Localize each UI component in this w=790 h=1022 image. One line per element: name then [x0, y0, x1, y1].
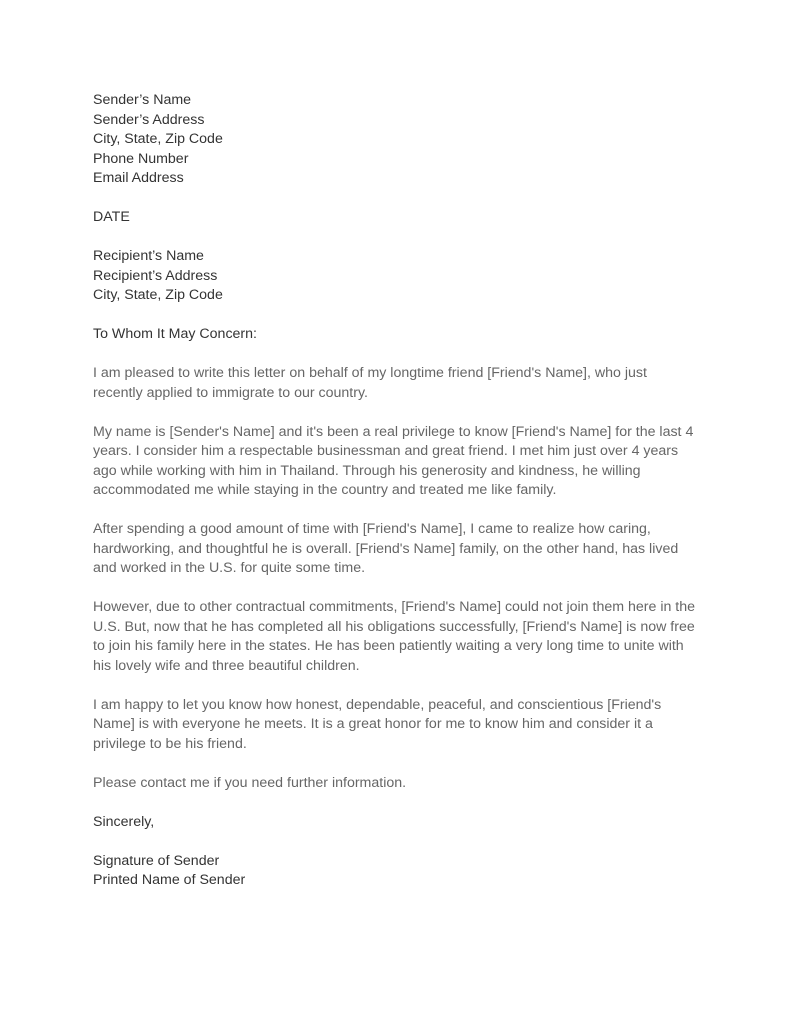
letter-body: [93, 364, 733, 793]
sender-city-state-zip: City, State, Zip Code: [93, 131, 223, 147]
paragraph-line: After spending a good amount of time with [Friend's Name], I came to realize how caring,: [93, 521, 651, 537]
sender-email: Email Address: [93, 170, 184, 186]
paragraph-line: U.S. But, now that he has completed all his obligations successfully, [Friend's Name] is now free: [93, 618, 695, 635]
body-paragraph-1: [93, 364, 733, 403]
paragraph-line: recently applied to immigrate to our country.: [93, 384, 368, 401]
sender-phone: Phone Number: [93, 150, 189, 167]
paragraph-line: years. I consider him a respectable businessman and great friend. I met him just over 4 years: [93, 443, 679, 459]
sender-block: [93, 91, 733, 189]
paragraph-line: and worked in the U.S. for quite some time.: [93, 560, 366, 576]
paragraph-line: privilege to be his friend.: [93, 735, 247, 752]
body-paragraph-2: [93, 423, 733, 501]
closing: Sincerely,: [93, 813, 155, 830]
body-paragraph-5: [93, 696, 733, 755]
paragraph-line: to join his family here in the states. He has been patiently waiting a very long time to unite with: [93, 638, 684, 654]
paragraph-line: My name is [Sender's Name] and it's been a real privilege to know [Friend's Name] for the last 4: [93, 423, 694, 440]
body-paragraph-3: [93, 520, 733, 579]
paragraph-line: accommodated me while staying in the country and treated me like family.: [93, 482, 557, 498]
recipient-block: [93, 247, 733, 306]
salutation: To Whom It May Concern:: [93, 326, 257, 342]
paragraph-line: his lovely wife and three beautiful children.: [93, 657, 360, 674]
letter-date: DATE: [93, 209, 130, 225]
paragraph-line: hardworking, and thoughtful he is overall. [Friend's Name] family, on the other hand, has lived: [93, 540, 679, 557]
paragraph-line: Please contact me if you need further information.: [93, 774, 407, 791]
closing-block: [93, 813, 733, 833]
body-paragraph-4: [93, 598, 733, 676]
paragraph-line: Name] is with everyone he meets. It is a great honor for me to know him and consider it a: [93, 716, 653, 732]
date-block: [93, 208, 733, 228]
paragraph-line: However, due to other contractual commitments, [Friend's Name] could not join them here in the: [93, 599, 696, 615]
paragraph-line: I am pleased to write this letter on behalf of my longtime friend [Friend's Name], who just: [93, 365, 647, 381]
salutation-block: [93, 325, 733, 345]
recipient-name: Recipient’s Name: [93, 248, 204, 264]
recipient-address: Recipient’s Address: [93, 267, 218, 284]
sender-address: Sender’s Address: [93, 111, 205, 128]
recipient-city-state-zip: City, State, Zip Code: [93, 287, 223, 303]
letter-page: [93, 91, 733, 891]
paragraph-line: ago while working with him in Thailand. Through his generosity and kindness, he willing: [93, 462, 641, 479]
signature-block: [93, 852, 733, 891]
sender-name: Sender’s Name: [93, 92, 192, 108]
paragraph-line: I am happy to let you know how honest, dependable, peaceful, and conscientious [Friend's: [93, 696, 662, 713]
printed-name: Printed Name of Sender: [93, 872, 246, 888]
signature: Signature of Sender: [93, 852, 220, 869]
body-paragraph-6: [93, 774, 733, 794]
